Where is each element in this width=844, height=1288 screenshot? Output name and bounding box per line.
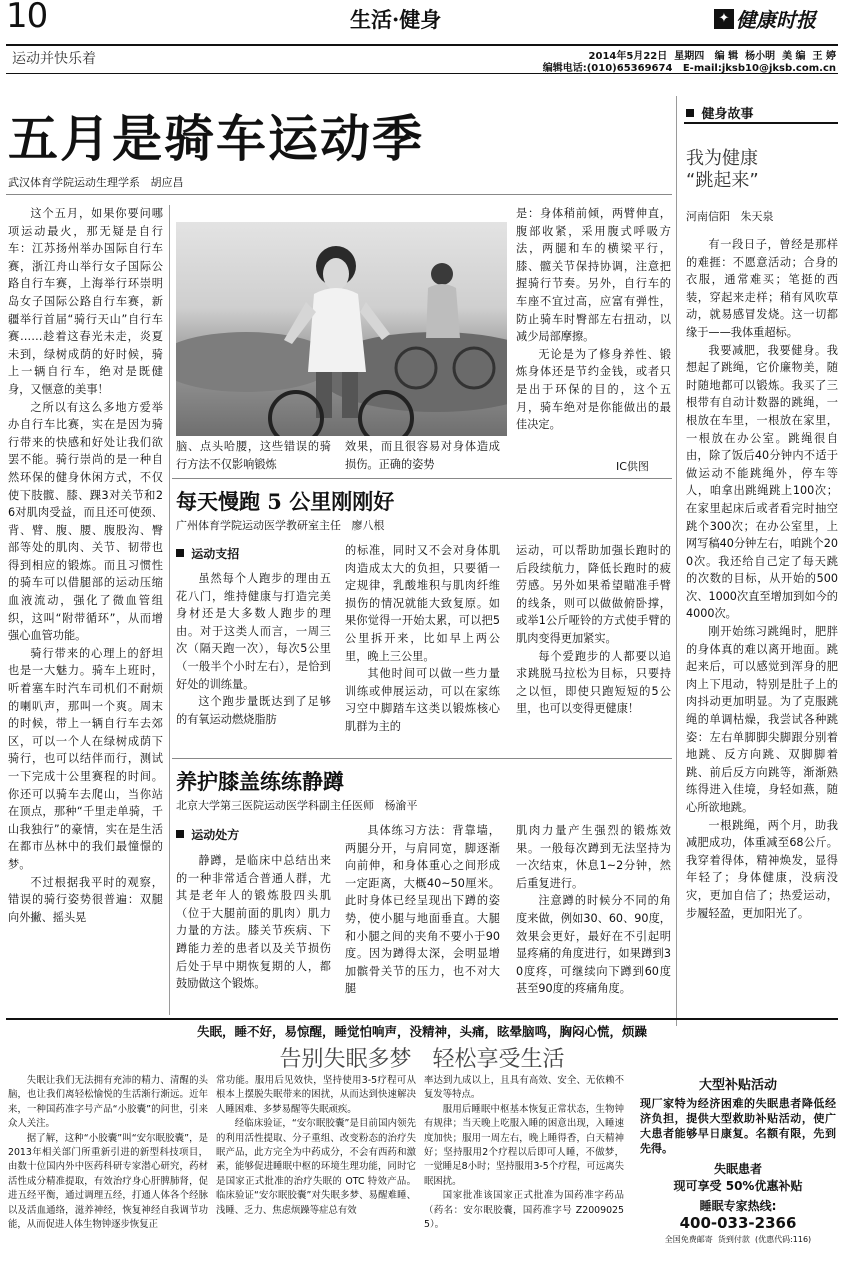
main-article-col1: 这个五月，如果你要问哪项运动最火，那无疑是自行车：江苏扬州举办国际自行车赛，浙江舟山举行女子国际公路自行车赛，上海举行环崇明岛女子国际公路自行车赛，新疆举行首届“骑行天山”自行车赛……趁着这春光未走，炎夏未到，绿树成荫的好时候，骑上一辆自行车，绝对是既健身，又惬意的美事！ 之所以有这么多地方爱举办自行车比赛，实在是因为骑行带来的快感和好处让我们欲罢不能。骑行崇尚的是一种自然环保的健身休闲方式，不仅使下肢髋、膝、踝3对关节和26对肌肉受益，而且还可使颈、背、臂、腹、腰、腹股沟、臀部等处的肌肉、关节、韧带也得到相应的锻炼。而且习惯性的骑车可以借腿部的运动压缩血液流动，强化了微血管组织，这叫“附带循环”，从而增强心血管功能。 骑行带来的心理上的舒坦也是一大魅力。骑车上班时，听着塞车时汽车司机们不耐烦的喇叭声，那叫一个爽。周末的时候，带上一辆自行车去郊区，可以一个人在绿树成荫下骑行，也可以结伴而行，测试一下完成十公里赛程的时间。你还可以骑车去爬山，当你站在顶点，那种“千里走单骑，千山我独行”的豪情，实在是生活在都市丛林中的我们最憧憬的梦。 不过根据我平时的观察，错误的骑行姿势很普遍：双腿向外撇、摇头晃 [8, 207, 163, 924]
issue-info: 2014年5月22日 星期四 编 辑 杨小明 美 编 王 婷 [588, 51, 836, 62]
jog-article-col-a: 虽然每个人跑步的理由五花八门，维持健康与打造完美身材还是大多数人跑步的理由。对于这类人而言，一周三次（隔天跑一次），每次5公里（一般半个小时左右），是恰到好处的训练量。 这个跑步量既达到了足够的有氧运动燃烧脂肪 [176, 572, 331, 726]
ad-box-line2: 现可享受 50%优惠补贴 [673, 1179, 803, 1193]
knee-article-col-a: 静蹲，是临床中总结出来的一种非常适合普通人群，尤其是老年人的锻炼股四头肌（位于大腿前面的肌肉）肌力力量的方法。膝关节疾病、下蹲能力差的患者以及关节损伤后处于早中期恢复期的人，都鼓励做这个锻炼。 [176, 854, 331, 991]
jog-article-col-b: 的标准，同时又不会对身体肌肉造成太大的负担，只要循一定规律，乳酸堆积与肌肉纤维损伤的情况就能大致复原。如果你觉得一开始太累，可以把5公里拆开来，比如早上两公里，晚上三公里。 其他时间可以做一些力量训练或伸展运动，可以在家练习空中脚踏车这类以锻炼核心肌群为主的 [345, 544, 500, 733]
jog-article-title: 每天慢跑 5 公里刚刚好 [176, 489, 395, 514]
ad-subsidy-box [640, 1074, 836, 1254]
main-article-title: 五月是骑车运动季 [8, 109, 424, 168]
ad-box-text: 现厂家特为经济困难的失眠患者降低经济负担，提供大型救助补贴活动，使广大患者能够早日康复。名额有限，先到先得。 [640, 1097, 836, 1155]
sidebar-title-line2: “跳起来” [686, 170, 759, 191]
ad-symptoms-banner: 失眠，睡不好，易惊醒，睡觉怕响声，没精神，头痛，眩晕脑鸣，胸闷心慌，烦躁 [196, 1024, 647, 1039]
sidebar-byline: 河南信阳 朱天泉 [686, 210, 774, 223]
main-article-byline: 武汉体育学院运动生理学系 胡应昌 [8, 176, 184, 189]
knee-article-col-b: 具体练习方法：背靠墙，两腿分开，与肩同宽，脚逐渐向前伸，和身体重心之间形成一定距离，大概40~50厘米。此时身体已经呈现出下蹲的姿势，使小腿与地面垂直。大腿和小腿之间的夹角不要小于90度。因为蹲得太深，会明显增加髌骨关节的压力，也不对大腿 [345, 824, 500, 996]
main-article-col2: 脑、点头哈腰，这些错误的骑行方法不仅影响锻炼 [176, 440, 331, 471]
jog-article-col-c: 运动，可以帮助加强长跑时的后段续航力，降低长跑时的疲劳感。另外如果希望瞄准手臂的线条，则可以做做俯卧撑，或举1公斤哑铃的方式使手臂的肌肉变得更加紧实。 每个爱跑步的人都要以追求跳脱马拉松为目标，只要持之以恒，即使只跑短短的5公里，也可以变得更健康！ [516, 544, 671, 716]
masthead-emblem-icon: ✦ [714, 9, 734, 29]
ad-hotline-phone: 400-033-2366 [679, 1214, 797, 1232]
knee-article-title: 养护膝盖练练静蹲 [176, 769, 344, 794]
contact-info: 编辑电话:(010)65369674 E-mail:jksb10@jksb.com.cn [542, 63, 836, 74]
main-article-col3: 效果，而且很容易对身体造成损伤。正确的姿势 [345, 440, 500, 471]
jog-article-byline: 广州体育学院运动医学教研室主任 廖八根 [176, 519, 385, 532]
knee-section-label: 运动处方 [176, 826, 239, 843]
ad-col1: 失眠让我们无法拥有充沛的精力、清醒的头脑，也让我们离轻松愉悦的生活渐行渐远。近年来，一种国药准字号产品“小胶囊”的问世，引来众人关注。 据了解，这种“小胶囊”叫“安尔眠胶囊”，是2013年相关部门所重新引进的新型科技项目，由数十位国内外中医药科研专家潜心研究，药材活性成分精准提取，有效治疗身心肝脾肺肾，促进五经平衡，通过调理五经，打通人体各个经脉以及活血通络，滋养神经，恢复神经自我调节功能，从而促进人体生物钟逐步恢复正 [8, 1075, 208, 1231]
sidebar-section-label: 健身故事 [686, 103, 754, 122]
ad-headline: 告别失眠多梦 轻松享受生活 [279, 1047, 565, 1072]
section-title: 生活·健身 [350, 7, 442, 32]
page-number: 10 [6, 0, 48, 36]
knee-article-col-c: 肌肉力量产生强烈的锻炼效果。一般每次蹲到无法坚持为一次结束，休息1~2分钟，然后重复进行。 注意蹲的时候分不同的角度来做，例如30、60、90度，效果会更好，最好在不引起明显疼痛的角度进行，如果蹲到30度疼，可继续向下蹲到60度甚至90度的疼痛角度。 [516, 824, 671, 996]
sidebar-body: 有一段日子，曾经是那样的难捱：不愿意活动；合身的衣服，通常难买；笔挺的西装，穿起来走样；稍有风吹草动，就易感冒发烧。这一切都缘于——我体重超标。 我要减肥，我要健身。我想起了跳绳，它价廉物美，随时随地都可以锻炼。我买了三根带有自动计数器的跳绳，一根放在车里，一根放在家里，一根放在办公室。跳绳很自由，除了饭后40分钟内不适于做运动不能跳绳外，停车等人，咱拿出跳绳跳上100次；在家里起床后或者看完时抽空跳个300次；在办公室里，上网写稿40分钟左右，咱跳个200次。我还给自己定了每天跳的次数的目标，从开始的500次、1000次直至增加到如今的4000次。 刚开始练习跳绳时，肥胖的身体真的难以离开地面。跳起来后，可以感觉到浑身的肥肉上下甩动，特别是肚子上的肉抖动更加明显。为了克服跳绳的单调枯燥，我尝试各种跳姿：左右单脚脚尖脚跟分别着地跳、反方向跳、双脚脚着跳、前后反方向跳等，渐渐熟练得进入佳境，身轻如燕，随心所欲地跳。 一根跳绳，两个月，助我减肥成功，体重减至68公斤。我穿着得体，精神焕发，显得年轻了；身体健康，没病没灾，更加自信了；热爱运动，步履轻盈，更加阳光了。 [686, 238, 838, 920]
ad-col2: 常功能。服用后见效快，坚持使用3-5疗程可从根本上摆脱失眠带来的困扰，从而达到快速解决人睡困难、多梦易醒等失眠顽疾。 经临床验证，“安尔眠胶囊”是目前国内领先的利用活性提取、分子重组、改变粉态的治疗失眠产品，此方完全为中药成分，不会有西药和激素，能够促进睡眠中枢的环境生理功能，同时它是国家正式批准的治疗失眠的 OTC 特效产品。临床验证“安尔眠胶囊”对失眠多梦、易醒难睡、浅睡、乏力、焦虑烦躁等症总有效 [216, 1075, 416, 1216]
ad-box-line1: 失眠患者 [713, 1162, 762, 1176]
ad-col3: 率达到九成以上，且具有高效、安全、无依赖不复发等特点。 服用后睡眠中枢基本恢复正常状态，生物钟有规律；当天晚上吃服入睡的困意出现，入睡速度加快；服用一周左右，晚上睡得香，白天精神好；坚持服用2个疗程以后即可人睡，不做梦，一觉睡足8小时；坚持服用3-5个疗程，可远离失眠困扰。 国家批准该国家正式批准为国药准字药品（药名：安尔眠胶囊，国药准字号 Z20090255）。 [424, 1075, 624, 1231]
main-article-col4: 是：身体稍前倾，两臂伸直，腹部收紧，采用腹式呼吸方法，两腿和车的横梁平行，膝、髋关节保持协调，注意把握骑行节奏。另外，自行车的车座不宜过高，应富有弹性，防止骑车时臀部左右扭动，以减少局部摩擦。 无论是为了修身养性、锻炼身体还是节约金钱，或者只是出于环保的目的，这个五月，骑车绝对是你能做出的最佳决定。 [516, 207, 671, 432]
masthead-name: 健康时报 [736, 8, 816, 32]
cycling-photo [176, 222, 507, 436]
masthead-logo [714, 4, 816, 33]
column-name: 运动并快乐着 [12, 51, 96, 67]
ad-box-line3: 睡眠专家热线: [699, 1199, 777, 1213]
jog-section-label: 运动支招 [176, 545, 239, 562]
cyclists-illustration [176, 222, 507, 436]
sidebar-title-line1: 我为健康 [686, 148, 758, 169]
photo-credit: IC供图 [616, 460, 649, 473]
knee-article-byline: 北京大学第三医院运动医学科副主任医师 杨渝平 [176, 799, 418, 812]
ad-box-title: 大型补贴活动 [698, 1078, 777, 1093]
ad-box-footer: 全国免费邮寄 货到付款 (优惠代码:116) [664, 1235, 812, 1244]
